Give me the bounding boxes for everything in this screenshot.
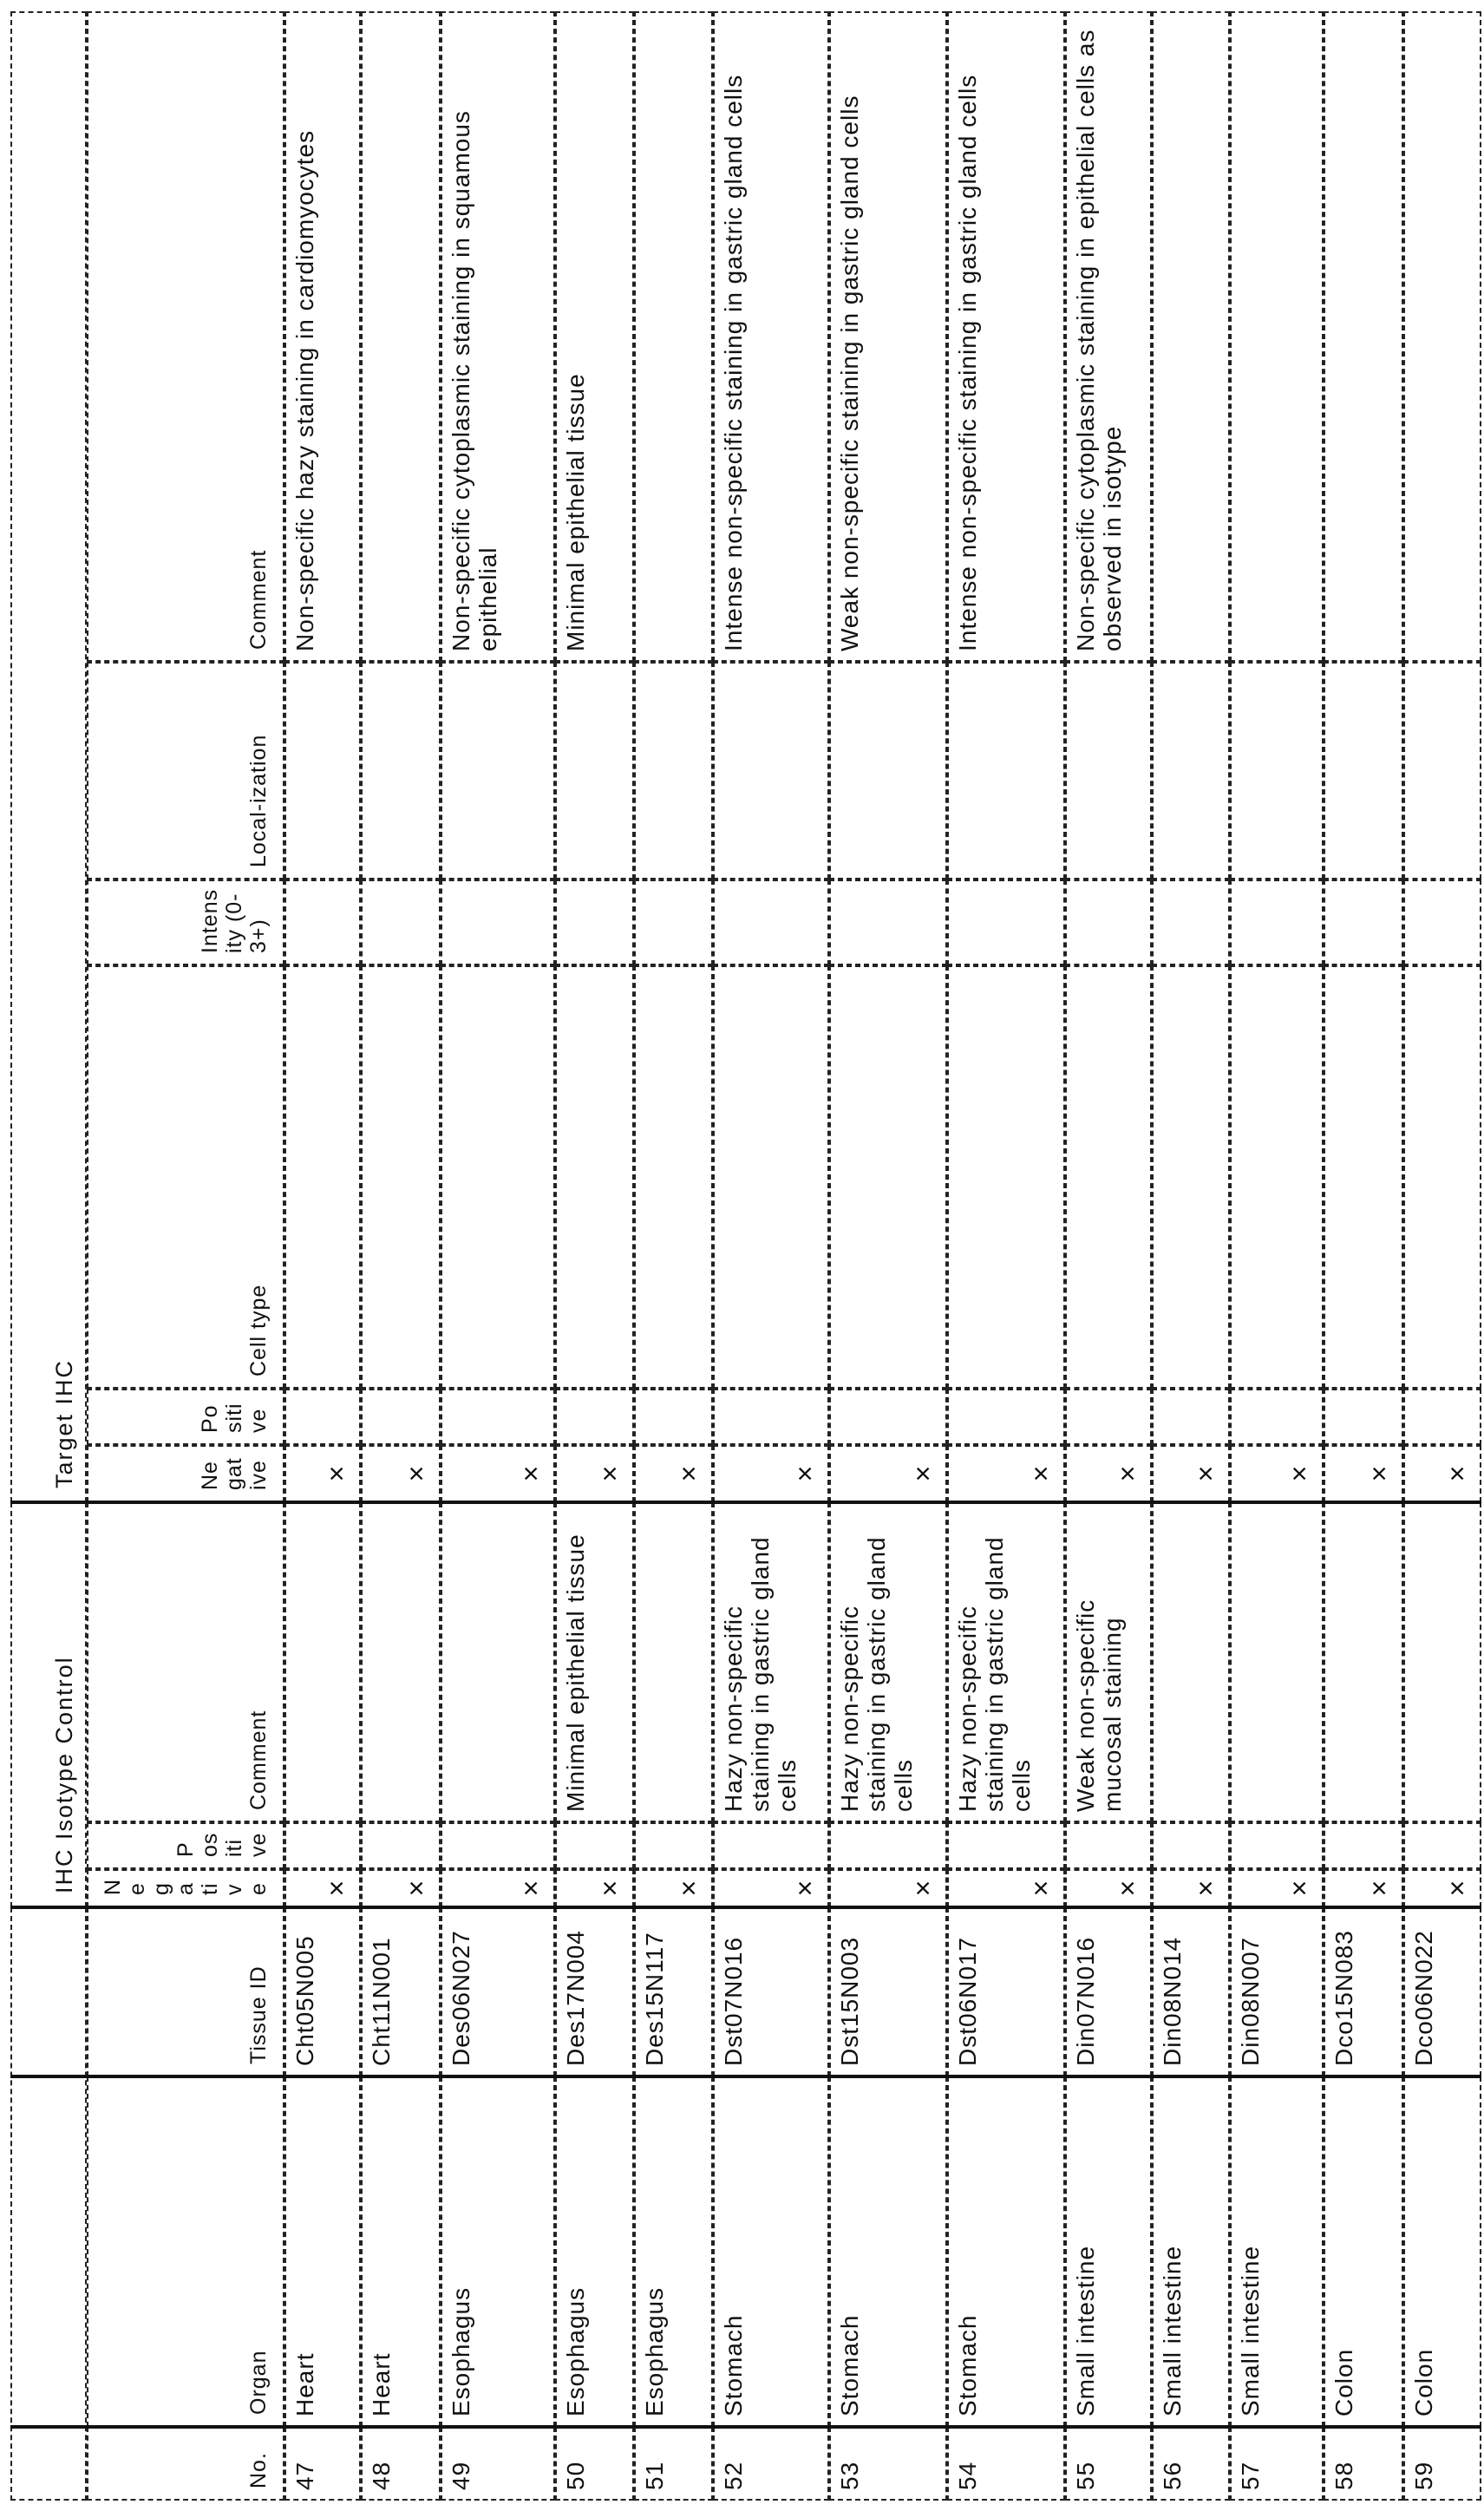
- table-cell-tgt-localization: [1065, 662, 1152, 880]
- cell-text: Stomach: [720, 2314, 747, 2416]
- table-cell-tgt-cell-type: [634, 965, 713, 1389]
- cell-text: Cht11N001: [368, 1937, 395, 2066]
- column-header-label: Negative: [198, 1457, 271, 1490]
- cell-text: Small intestine: [1237, 2245, 1264, 2416]
- cell-text: Des15N117: [641, 1932, 668, 2066]
- table-cell-tgt-localization: [1152, 662, 1230, 880]
- cell-text: Dst15N003: [836, 1936, 863, 2066]
- group-header-target-ihc: [10, 11, 87, 1502]
- table-cell-no: [1152, 2427, 1230, 2501]
- table-cell-no: [947, 2427, 1065, 2501]
- table-cell-tgt-positive: [713, 1389, 829, 1445]
- column-header-label: Local-ization: [246, 734, 271, 867]
- cell-text: Des17N004: [562, 1930, 589, 2066]
- column-header-no: [87, 2427, 284, 2501]
- cell-text: 48: [368, 2461, 395, 2490]
- table-cell-tgt-negative: [441, 1445, 555, 1502]
- table-cell-iso-comment: [713, 1502, 829, 1822]
- cell-text: Heart: [291, 2352, 318, 2416]
- table-cell-tgt-cell-type: [829, 965, 947, 1389]
- cell-text: 57: [1237, 2461, 1264, 2490]
- table-cell-iso-comment: [1152, 1502, 1230, 1822]
- table-cell-tgt-positive: [1152, 1389, 1230, 1445]
- table-cell-iso-negative: [1324, 1869, 1403, 1907]
- cell-text: 54: [954, 2461, 981, 2490]
- table-cell-organ: [947, 2076, 1065, 2427]
- cell-text: Esophagus: [448, 2286, 474, 2416]
- cell-text: 47: [291, 2461, 318, 2490]
- negative-x-mark-icon: ×: [907, 1880, 938, 1897]
- table-cell-organ: [1403, 2076, 1481, 2427]
- table-cell-tgt-intensity: [555, 880, 634, 965]
- table-cell-iso-positive: [361, 1822, 441, 1869]
- table-cell-organ: [1230, 2076, 1324, 2427]
- negative-x-mark-icon: ×: [1025, 1465, 1056, 1482]
- table-cell-organ: [441, 2076, 555, 2427]
- table-cell-tgt-negative: [634, 1445, 713, 1502]
- column-header-iso-comment: [87, 1502, 284, 1822]
- negative-x-mark-icon: ×: [401, 1880, 432, 1897]
- negative-x-mark-icon: ×: [1363, 1880, 1395, 1897]
- table-cell-tgt-intensity: [1403, 880, 1481, 965]
- table-cell-iso-positive: [555, 1822, 634, 1869]
- table-cell-tgt-positive: [555, 1389, 634, 1445]
- table-cell-tgt-intensity: [1152, 880, 1230, 965]
- table-cell-iso-positive: [441, 1822, 555, 1869]
- table-cell-tissue-id: [1065, 1907, 1152, 2076]
- cell-text: Stomach: [836, 2314, 863, 2416]
- cell-text: Dco15N083: [1330, 1930, 1357, 2066]
- cell-text: Des06N027: [448, 1930, 474, 2066]
- table-cell-tgt-localization: [829, 662, 947, 880]
- table-cell-tgt-intensity: [1324, 880, 1403, 965]
- table-cell-iso-positive: [947, 1822, 1065, 1869]
- column-header-label: Comment: [246, 1710, 271, 1810]
- table-cell-iso-negative: [1230, 1869, 1324, 1907]
- table-cell-organ: [284, 2076, 361, 2427]
- table-cell-tgt-cell-type: [1230, 965, 1324, 1389]
- table-cell-tgt-cell-type: [1152, 965, 1230, 1389]
- column-header-tgt-intensity: [87, 880, 284, 965]
- table-cell-tgt-positive: [441, 1389, 555, 1445]
- table-cell-tgt-negative: [284, 1445, 361, 1502]
- table-cell-organ: [829, 2076, 947, 2427]
- table-cell-iso-negative: [829, 1869, 947, 1907]
- negative-x-mark-icon: ×: [401, 1465, 432, 1482]
- table-cell-tgt-cell-type: [555, 965, 634, 1389]
- table-cell-iso-comment: [441, 1502, 555, 1822]
- column-header-label: No.: [246, 2452, 271, 2488]
- table-cell-tgt-intensity: [284, 880, 361, 965]
- table-cell-tissue-id: [555, 1907, 634, 2076]
- table-cell-iso-comment: [555, 1502, 634, 1822]
- table-cell-no: [284, 2427, 361, 2501]
- cell-text: Dst07N016: [720, 1936, 747, 2066]
- table-cell-tgt-comment: [713, 11, 829, 662]
- column-header-label: Comment: [246, 549, 271, 650]
- table-cell-iso-negative: [441, 1869, 555, 1907]
- table-cell-organ: [634, 2076, 713, 2427]
- cell-text: Din07N016: [1072, 1936, 1099, 2066]
- table-cell-tgt-negative: [361, 1445, 441, 1502]
- table-cell-no: [713, 2427, 829, 2501]
- table-cell-tgt-cell-type: [441, 965, 555, 1389]
- table-cell-tgt-localization: [361, 662, 441, 880]
- table-cell-iso-negative: [555, 1869, 634, 1907]
- table-cell-iso-negative: [713, 1869, 829, 1907]
- cell-text: Stomach: [954, 2314, 981, 2416]
- negative-x-mark-icon: ×: [1284, 1465, 1315, 1482]
- table-cell-iso-positive: [1230, 1822, 1324, 1869]
- cell-text: Hazy non-specific staining in gastric gland cells: [720, 1536, 801, 1812]
- cell-text: 51: [641, 2461, 668, 2490]
- cell-text: Cht05N005: [291, 1935, 318, 2066]
- column-header-tgt-comment: [87, 11, 284, 662]
- negative-x-mark-icon: ×: [789, 1880, 820, 1897]
- negative-x-mark-icon: ×: [1190, 1880, 1221, 1897]
- cell-text: Non-specific hazy staining in cardiomyocytes: [291, 129, 318, 651]
- table-cell-no: [634, 2427, 713, 2501]
- table-cell-tgt-localization: [713, 662, 829, 880]
- table-cell-tgt-positive: [1230, 1389, 1324, 1445]
- cell-text: Esophagus: [562, 2286, 589, 2416]
- column-header-label: Intensity (0-3+): [198, 888, 271, 953]
- table-cell-iso-comment: [1065, 1502, 1152, 1822]
- cell-text: Small intestine: [1159, 2245, 1186, 2416]
- table-cell-tgt-cell-type: [947, 965, 1065, 1389]
- table-cell-tgt-positive: [284, 1389, 361, 1445]
- table-cell-tgt-negative: [1324, 1445, 1403, 1502]
- table-cell-iso-comment: [1230, 1502, 1324, 1822]
- table-cell-no: [829, 2427, 947, 2501]
- table-cell-tgt-positive: [634, 1389, 713, 1445]
- cell-text: Dst06N017: [954, 1936, 981, 2066]
- table-cell-iso-negative: [1152, 1869, 1230, 1907]
- negative-x-mark-icon: ×: [515, 1880, 546, 1897]
- table-cell-tgt-negative: [713, 1445, 829, 1502]
- table-cell-iso-positive: [1065, 1822, 1152, 1869]
- table-cell-iso-positive: [1403, 1822, 1481, 1869]
- cell-text: Esophagus: [641, 2286, 668, 2416]
- negative-x-mark-icon: ×: [321, 1880, 352, 1897]
- table-cell-tgt-negative: [829, 1445, 947, 1502]
- negative-x-mark-icon: ×: [321, 1465, 352, 1482]
- negative-x-mark-icon: ×: [1112, 1465, 1143, 1482]
- section-divider: [10, 1501, 1481, 1504]
- table-cell-tgt-cell-type: [1324, 965, 1403, 1389]
- cell-text: Din08N007: [1237, 1936, 1264, 2066]
- table-cell-tgt-intensity: [634, 880, 713, 965]
- negative-x-mark-icon: ×: [789, 1465, 820, 1482]
- cell-text: Intense non-specific staining in gastric gland cells: [954, 74, 981, 651]
- section-divider: [10, 2075, 1481, 2078]
- table-cell-tgt-localization: [284, 662, 361, 880]
- table-cell-organ: [1152, 2076, 1230, 2427]
- table-cell-iso-positive: [634, 1822, 713, 1869]
- column-header-tissue-id: [87, 1907, 284, 2076]
- table-cell-tissue-id: [1152, 1907, 1230, 2076]
- table-cell-tgt-cell-type: [1403, 965, 1481, 1389]
- table-cell-tgt-comment: [1230, 11, 1324, 662]
- table-cell-tissue-id: [284, 1907, 361, 2076]
- table-cell-tgt-comment: [1403, 11, 1481, 662]
- table-cell-iso-negative: [1403, 1869, 1481, 1907]
- table-cell-tgt-negative: [555, 1445, 634, 1502]
- table-cell-tissue-id: [1230, 1907, 1324, 2076]
- table-cell-tissue-id: [713, 1907, 829, 2076]
- table-cell-tgt-comment: [441, 11, 555, 662]
- table-cell-iso-negative: [947, 1869, 1065, 1907]
- negative-x-mark-icon: ×: [1025, 1880, 1056, 1897]
- cell-text: 59: [1410, 2461, 1437, 2490]
- table-cell-no: [1403, 2427, 1481, 2501]
- table-cell-iso-negative: [284, 1869, 361, 1907]
- table-cell-tgt-intensity: [1230, 880, 1324, 965]
- table-cell-tgt-comment: [829, 11, 947, 662]
- negative-x-mark-icon: ×: [673, 1465, 704, 1482]
- table-cell-tgt-comment: [284, 11, 361, 662]
- table-cell-no: [441, 2427, 555, 2501]
- table-cell-tgt-comment: [1324, 11, 1403, 662]
- cell-text: Non-specific cytoplasmic staining in epithelial cells as observed in isotype: [1072, 29, 1126, 651]
- cell-text: Colon: [1330, 2348, 1357, 2416]
- table-cell-iso-positive: [829, 1822, 947, 1869]
- cell-text: Minimal epithelial tissue: [562, 373, 589, 651]
- table-cell-tissue-id: [361, 1907, 441, 2076]
- table-cell-tgt-comment: [555, 11, 634, 662]
- group-header-blank: [10, 1907, 87, 2501]
- table-cell-iso-negative: [634, 1869, 713, 1907]
- table-cell-tgt-positive: [361, 1389, 441, 1445]
- table-cell-tgt-negative: [1403, 1445, 1481, 1502]
- table-cell-iso-positive: [1152, 1822, 1230, 1869]
- column-header-iso-positive: [87, 1822, 284, 1869]
- table-cell-tgt-negative: [1152, 1445, 1230, 1502]
- cell-text: 56: [1159, 2461, 1186, 2490]
- negative-x-mark-icon: ×: [1363, 1465, 1395, 1482]
- table-cell-tgt-positive: [1403, 1389, 1481, 1445]
- cell-text: 50: [562, 2461, 589, 2490]
- negative-x-mark-icon: ×: [1190, 1465, 1221, 1482]
- column-header-organ: [87, 2076, 284, 2427]
- cell-text: Intense non-specific staining in gastric gland cells: [720, 74, 747, 651]
- table-cell-iso-positive: [284, 1822, 361, 1869]
- table-cell-iso-comment: [947, 1502, 1065, 1822]
- table-cell-tgt-positive: [829, 1389, 947, 1445]
- table-cell-organ: [361, 2076, 441, 2427]
- table-cell-iso-negative: [1065, 1869, 1152, 1907]
- table-cell-tgt-localization: [1324, 662, 1403, 880]
- column-header-tgt-cell-type: [87, 965, 284, 1389]
- table-cell-tgt-cell-type: [1065, 965, 1152, 1389]
- section-divider: [10, 2425, 1481, 2429]
- table-cell-iso-comment: [284, 1502, 361, 1822]
- negative-x-mark-icon: ×: [1442, 1465, 1473, 1482]
- table-cell-organ: [713, 2076, 829, 2427]
- table-cell-tgt-cell-type: [713, 965, 829, 1389]
- negative-x-mark-icon: ×: [594, 1465, 625, 1482]
- table-cell-tgt-comment: [1152, 11, 1230, 662]
- table-cell-tgt-comment: [361, 11, 441, 662]
- column-header-iso-negative: [87, 1869, 284, 1907]
- column-header-tgt-positive: [87, 1389, 284, 1445]
- negative-x-mark-icon: ×: [907, 1465, 938, 1482]
- table-cell-no: [1065, 2427, 1152, 2501]
- negative-x-mark-icon: ×: [1284, 1880, 1315, 1897]
- section-divider: [10, 1906, 1481, 1909]
- table-cell-organ: [555, 2076, 634, 2427]
- cell-text: 55: [1072, 2461, 1099, 2490]
- table-cell-tgt-comment: [634, 11, 713, 662]
- table-cell-tgt-cell-type: [361, 965, 441, 1389]
- table-cell-tgt-intensity: [713, 880, 829, 965]
- cell-text: Colon: [1410, 2348, 1437, 2416]
- table-cell-no: [555, 2427, 634, 2501]
- table-cell-tgt-localization: [947, 662, 1065, 880]
- table-cell-tgt-comment: [947, 11, 1065, 662]
- table-cell-tissue-id: [947, 1907, 1065, 2076]
- table-cell-tissue-id: [1324, 1907, 1403, 2076]
- table-cell-iso-comment: [829, 1502, 947, 1822]
- table-cell-tgt-localization: [1403, 662, 1481, 880]
- table-cell-tgt-negative: [1230, 1445, 1324, 1502]
- cell-text: Minimal epithelial tissue: [562, 1533, 589, 1812]
- table-cell-tgt-intensity: [829, 880, 947, 965]
- table-cell-tgt-intensity: [441, 880, 555, 965]
- table-cell-iso-comment: [1403, 1502, 1481, 1822]
- column-header-label: Organ: [246, 2350, 271, 2415]
- table-cell-organ: [1324, 2076, 1403, 2427]
- table-cell-iso-comment: [634, 1502, 713, 1822]
- table-cell-tgt-positive: [947, 1389, 1065, 1445]
- table-cell-tgt-intensity: [361, 880, 441, 965]
- table-cell-iso-positive: [1324, 1822, 1403, 1869]
- negative-x-mark-icon: ×: [1442, 1880, 1473, 1897]
- table-cell-tissue-id: [829, 1907, 947, 2076]
- table-cell-no: [1324, 2427, 1403, 2501]
- cell-text: 58: [1330, 2461, 1357, 2490]
- column-header-label: Positive: [198, 1403, 271, 1433]
- table-cell-tgt-positive: [1065, 1389, 1152, 1445]
- table-cell-tgt-localization: [634, 662, 713, 880]
- column-header-label: Tissue ID: [246, 1965, 271, 2064]
- column-header-label: Negative: [101, 1878, 271, 1895]
- table-cell-no: [361, 2427, 441, 2501]
- cell-text: Non-specific cytoplasmic staining in squamous epithelial: [448, 110, 501, 651]
- table-cell-tgt-localization: [441, 662, 555, 880]
- column-header-label: Positive: [173, 1832, 271, 1857]
- table-cell-tissue-id: [1403, 1907, 1481, 2076]
- table-cell-tgt-negative: [1065, 1445, 1152, 1502]
- cell-text: Hazy non-specific staining in gastric gland cells: [954, 1536, 1035, 1812]
- table-cell-tgt-intensity: [947, 880, 1065, 965]
- cell-text: Weak non-specific mucosal staining: [1072, 1599, 1126, 1812]
- group-label-ihc-isotype-control: IHC Isotype Control: [51, 1656, 77, 1893]
- cell-text: 53: [836, 2461, 863, 2490]
- table-cell-iso-positive: [713, 1822, 829, 1869]
- negative-x-mark-icon: ×: [515, 1465, 546, 1482]
- table-cell-tgt-intensity: [1065, 880, 1152, 965]
- cell-text: Hazy non-specific staining in gastric gland cells: [836, 1536, 917, 1812]
- cell-text: 52: [720, 2461, 747, 2490]
- table-cell-tgt-positive: [1324, 1389, 1403, 1445]
- table-cell-iso-comment: [361, 1502, 441, 1822]
- table-cell-tissue-id: [441, 1907, 555, 2076]
- group-label-target-ihc: Target IHC: [51, 1358, 77, 1488]
- table-cell-organ: [1065, 2076, 1152, 2427]
- table-cell-iso-negative: [361, 1869, 441, 1907]
- group-header-ihc-isotype-control: [10, 1502, 87, 1907]
- table-cell-tgt-cell-type: [284, 965, 361, 1389]
- column-header-label: Cell type: [246, 1284, 271, 1376]
- cell-text: Dco06N022: [1410, 1930, 1437, 2066]
- cell-text: 49: [448, 2461, 474, 2490]
- cell-text: Din08N014: [1159, 1936, 1186, 2066]
- table-cell-tgt-localization: [555, 662, 634, 880]
- table-cell-tissue-id: [634, 1907, 713, 2076]
- table-cell-tgt-localization: [1230, 662, 1324, 880]
- table-cell-tgt-comment: [1065, 11, 1152, 662]
- table-cell-no: [1230, 2427, 1324, 2501]
- table-cell-iso-comment: [1324, 1502, 1403, 1822]
- cell-text: Heart: [368, 2352, 395, 2416]
- table-cell-tgt-negative: [947, 1445, 1065, 1502]
- cell-text: Small intestine: [1072, 2245, 1099, 2416]
- cell-text: Weak non-specific staining in gastric gland cells: [836, 95, 863, 651]
- column-header-tgt-negative: [87, 1445, 284, 1502]
- column-header-tgt-localization: [87, 662, 284, 880]
- negative-x-mark-icon: ×: [594, 1880, 625, 1897]
- negative-x-mark-icon: ×: [1112, 1880, 1143, 1897]
- negative-x-mark-icon: ×: [673, 1880, 704, 1897]
